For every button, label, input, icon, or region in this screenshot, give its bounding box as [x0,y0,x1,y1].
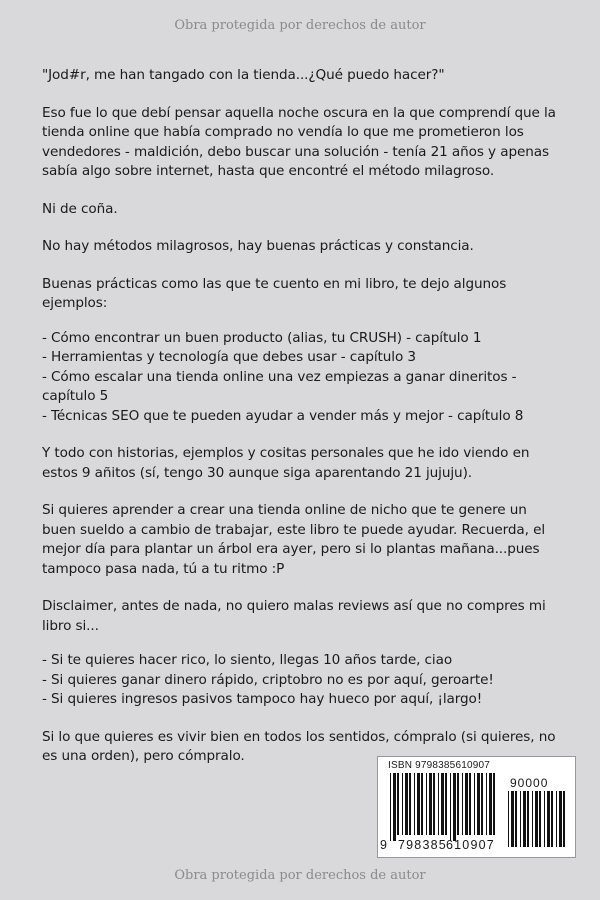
barcode-bar [508,791,509,847]
barcode-digits-right: 610907 [446,838,495,852]
paragraph-examples-intro: Buenas prácticas como las que te cuento en mi libro, te dejo algunos ejemplos: [42,275,507,311]
paragraph-no-miracles: No hay métodos milagrosos, hay buenas prácticas y constancia. [42,238,474,254]
barcode-bar [402,773,403,835]
barcode-bar [547,791,550,847]
barcode-bar [544,791,545,847]
barcode-bar [409,773,411,835]
barcode-bar [457,773,459,835]
barcode-bar [493,773,495,835]
paragraph-stories: Y todo con historias, ejemplos y cositas personales que he ido viendo en estos 9 añitos (sí, tengo 30 aunque siga aparentando 21 jujuju). [42,445,530,481]
paragraph-closing: Si lo que quieres es vivir bien en todos los sentidos, cómpralo (si quieres, no es una orden), pero cómpralo. [42,728,556,764]
isbn-barcode [377,756,576,858]
list-item: - Si te quieres hacer rico, lo siento, llegas 10 años tarde, ciao [42,652,453,668]
barcode-bar [453,773,456,841]
list-item: - Si quieres ganar dinero rápido, criptobro no es por aquí, geroarte! [42,671,494,688]
barcode-bar [426,773,427,835]
barcode-bar [465,773,468,835]
barcode-bar [433,773,435,835]
barcode-bar [523,791,526,847]
barcode-bar [486,773,487,835]
paragraph-quote: "Jod#r, me han tangado con la tienda...¿Qué puedo hacer?" [42,67,445,83]
barcode-bar [445,773,447,835]
barcode-bar [535,791,538,847]
barcode-bar [414,773,415,835]
isbn-label: ISBN 9798385610907 [388,760,491,771]
paragraph-disclaimer: Disclaimer, antes de nada, no quiero malas reviews así que no compres mi libro si... [42,598,546,634]
barcode-bar [481,773,483,835]
paragraph-pitch: Si quieres aprender a crear una tienda online de nicho que te genere un buen sueldo a cambio de trabajar, este libro te puede ayudar. Recuerda, el mejor día para plantar un árbol era ayer, pero si lo plantas mañana...pues tampoco pasa nada, tú a tu ritmo :P [42,502,546,577]
barcode-bar [405,773,408,835]
barcode-bar [511,791,514,847]
barcode-bar [397,773,399,835]
list-item: - Si quieres ingresos pasivos tampoco hay hueco por aquí, ¡largo! [42,691,483,707]
barcode-bar [469,773,471,835]
chapter-list [42,329,562,427]
barcode-bar [477,773,480,835]
copyright-watermark-bottom: Obra protegida por derechos de autor [174,868,426,883]
barcode-bar [556,791,557,847]
barcode-bar [450,773,451,841]
list-item: - Cómo encontrar un buen producto (alias, tu CRUSH) - capítulo 1 [42,329,482,346]
list-item: - Herramientas y tecnología que debes usar - capítulo 3 [42,349,416,365]
barcode-bar [520,791,521,847]
barcode-bar [474,773,475,835]
barcode-bar [527,791,529,847]
list-item: - Técnicas SEO que te pueden ayudar a vender más y mejor - capítulo 8 [42,407,524,424]
barcode-bar [417,773,420,835]
paragraph-ni-de-cona: Ni de coña. [42,200,118,217]
barcode-bar [390,773,391,841]
barcode-bar [429,773,432,835]
barcode-digit-lead: 9 [380,838,389,852]
barcode-bar [489,773,492,835]
paragraph-story: Eso fue lo que debí pensar aquella noche oscura en la que comprendí que la tienda online que había comprado no vendía lo que me prometieron los vendedores - maldición, debo buscar una solución - tenía 21 años y apenas sabía algo sobre internet, hasta que encontré el método milagroso. [42,104,556,179]
barcode-bar [559,791,562,847]
barcode-bar [563,791,565,847]
copyright-watermark-top: Obra protegida por derechos de autor [174,18,426,33]
barcode-bar [393,773,396,841]
barcode-bar [438,773,439,835]
barcode-bar [421,773,423,835]
barcode-digits-left: 798385 [398,838,447,852]
barcode-bar [532,791,533,847]
back-cover-text [42,66,562,785]
barcode-bar [551,791,553,847]
barcode-bar [539,791,541,847]
price-code: 90000 [510,776,549,790]
barcode-bar [515,791,517,847]
disclaimer-list [42,651,562,710]
barcode-bar [441,773,444,835]
list-item: - Cómo escalar una tienda online una vez empiezas a ganar dineritos - capítulo 5 [42,368,517,404]
barcode-bar [462,773,463,835]
